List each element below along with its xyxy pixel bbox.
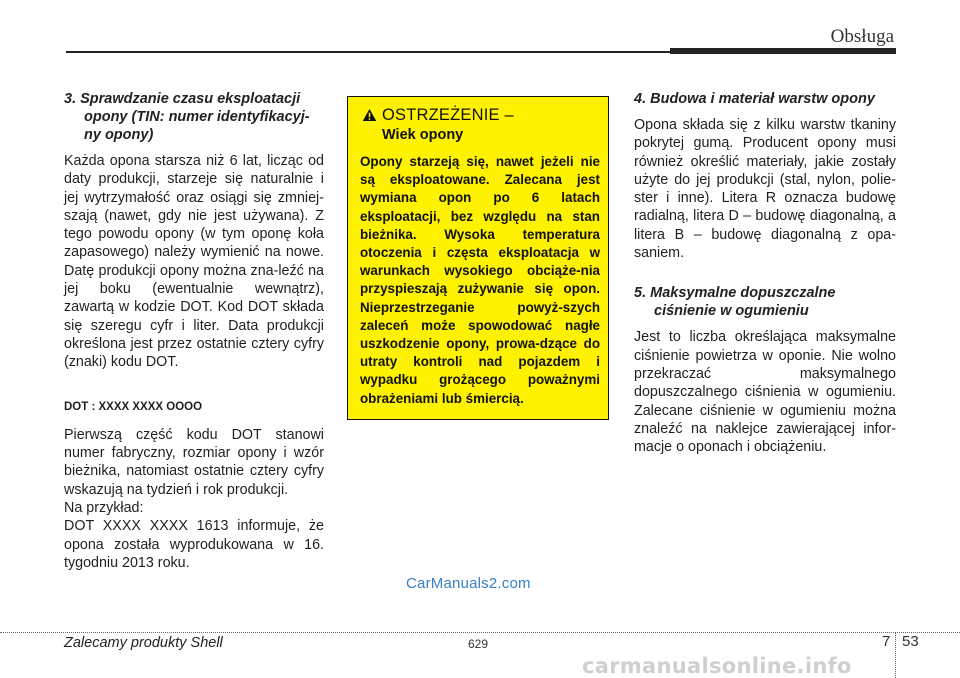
header-rule	[66, 51, 670, 53]
footer-sequence-number: 629	[468, 637, 489, 651]
footer-separator	[895, 632, 896, 678]
warning-box	[347, 96, 609, 420]
site-watermark: CarManuals2.com	[406, 575, 531, 592]
page-header-title: Obsługa	[830, 26, 894, 47]
paragraph-construction: Opona składa się z kilku warstw tkaniny pokrytej gumą. Producent opony musi również określić materiały, jakie zostały użyte do jej produkcji (stal, nylon, polie-ster i inne). Litera R oznacza budowę radialną, litera D – budowę diagonalną, a litera B – budowę diagonalną z opa-saniem.	[634, 117, 896, 262]
section-heading-max-pressure: 5. Maksymalne dopuszczalne ciśnienie w ogumieniu	[634, 285, 836, 320]
bottom-watermark: carmanualsonline.info	[582, 654, 852, 678]
warning-title-label: OSTRZEŻENIE –	[382, 106, 514, 124]
left-column	[64, 90, 324, 572]
paragraph-max-pressure: Jest to liczba określająca maksymalne ciśnienie powietrza w oponie. Nie wolno przekraczać maksymalnego dopuszczalnego ciśnienia w ogumieniu. Zalecane ciśnienie w ogumieniu można znaleźć na naklejce zawierającej infor-macje o oponach i obciążeniu.	[634, 329, 896, 456]
warning-subtitle: Wiek opony	[382, 127, 464, 143]
example-text: DOT XXXX XXXX 1613 informuje, że opona została wyprodukowana w 16. tygodniu 2013 roku.	[64, 518, 324, 571]
section-heading-construction: 4. Budowa i materiał warstw opony	[634, 91, 875, 107]
dot-code-format: DOT : XXXX XXXX OOOO	[64, 400, 203, 413]
warning-title	[362, 105, 514, 145]
chapter-number: 7	[882, 633, 891, 650]
header-rule-bold	[670, 48, 896, 54]
warning-text: Opony starzeją się, nawet jeżeli nie są eksploatowane. Zalecana jest wymiana opon po 6 latach eksploatacji, bez względu na stan bieżnika. Wysoka temperatura otoczenia i częsta eksploatacja w warunkach wysokiego obciąże-nia przyspieszają zużywanie się opon. Nieprzestrzeganie powyż-szych zaleceń może spowodować nagłe uszkodzenie opony, prowa-dzące do utraty kontroli nad pojazdem i wypadku grożącego poważnymi obrażeniami lub śmiercią.	[360, 154, 600, 406]
paragraph-dot-meaning: Pierwszą część kodu DOT stanowi numer fabryczny, rozmiar opony i wzór bieżnika, natomiast ostatnie cztery cyfry wskazują na tydzień i rok produkcji.	[64, 426, 324, 498]
footer-divider	[0, 632, 960, 633]
section-heading-tin: 3. Sprawdzanie czasu eksploatacji opony (TIN: numer identyfikacyj-ny opony)	[64, 91, 310, 143]
page-number: 53	[902, 633, 919, 650]
paragraph-tire-age: Każda opona starsza niż 6 lat, licząc od daty produkcji, starzeje się naturalnie i jej wytrzymałość oraz osiągi się zmniej-szają (nawet, gdy nie jest używana). Z tego powodu opony (w tym oponę koła zapasowego) należy wymienić na nowe. Datę produkcji opony można zna-leźć na jej boku (ewentualnie wewnątrz), zawartą w kodzie DOT. Kod DOT składa się szeregu cyfr i liter. Data produkcji określona jest przez ostatnie cztery cyfry (znaki) kodu DOT.	[64, 153, 324, 371]
right-column	[634, 90, 896, 456]
footer-promo: Zalecamy produkty Shell	[64, 635, 223, 651]
example-label: Na przykład:	[64, 500, 144, 517]
